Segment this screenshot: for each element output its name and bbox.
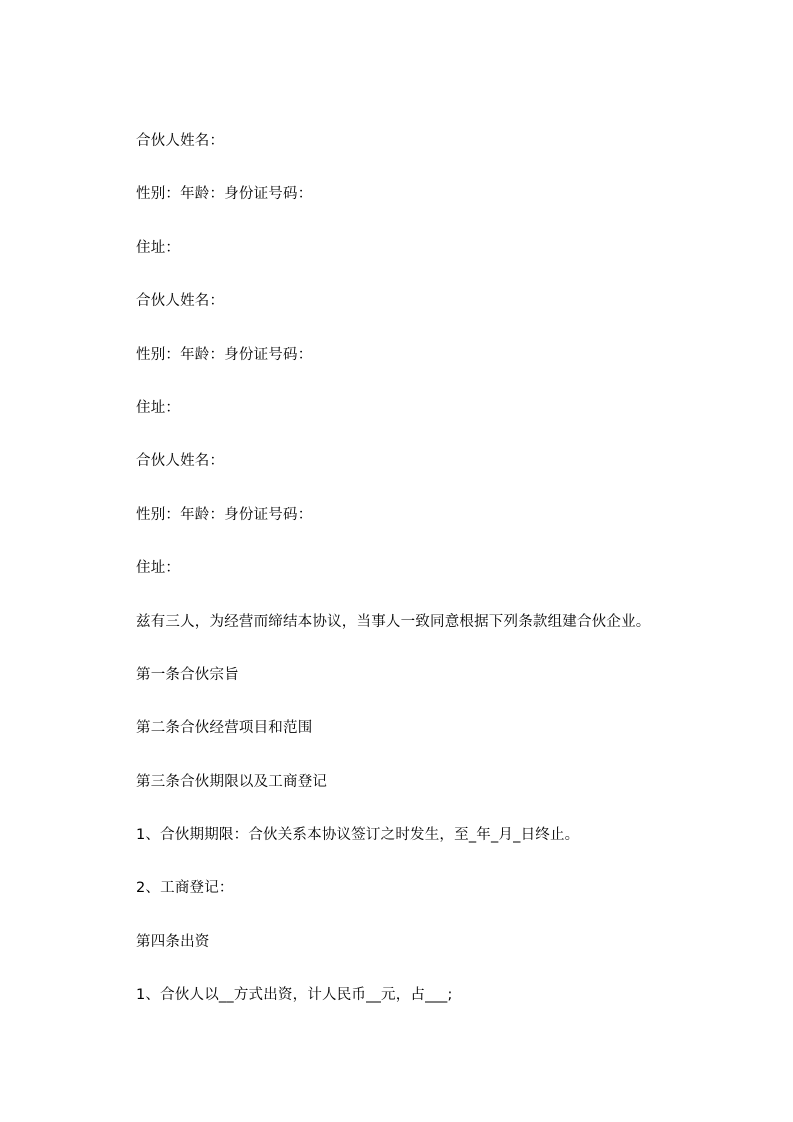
partner-2-details-line: 性别：年龄：身份证号码：: [136, 346, 313, 363]
article-3-clause-1: 1、合伙期期限：合伙关系本协议签订之时发生，至_年_月_日终止。: [136, 827, 580, 844]
article-4-heading: 第四条出资: [136, 933, 210, 950]
partner-3-details-line: 性别：年龄：身份证号码：: [136, 506, 313, 523]
partner-3-name-line: 合伙人姓名：: [136, 453, 225, 470]
document-body: [136, 131, 736, 1039]
article-3-clause-2: 2、工商登记：: [136, 880, 234, 897]
article-3-heading: 第三条合伙期限以及工商登记: [136, 773, 328, 790]
partner-3-address-line: 住址：: [136, 560, 181, 577]
partner-1-details-line: 性别：年龄：身份证号码：: [136, 186, 313, 203]
agreement-preamble: 兹有三人，为经营而缔结本协议，当事人一致同意根据下列条款组建合伙企业。: [136, 613, 651, 630]
partner-2-name-line: 合伙人姓名：: [136, 293, 225, 310]
partner-1-name-line: 合伙人姓名：: [136, 133, 225, 149]
article-4-clause-1: 1、合伙人以__方式出资，计人民币__元，占___;: [136, 987, 453, 1004]
article-1-heading: 第一条合伙宗旨: [136, 666, 239, 683]
partner-2-address-line: 住址：: [136, 399, 181, 416]
article-2-heading: 第二条合伙经营项目和范围: [136, 720, 313, 737]
partner-1-address-line: 住址：: [136, 239, 181, 256]
